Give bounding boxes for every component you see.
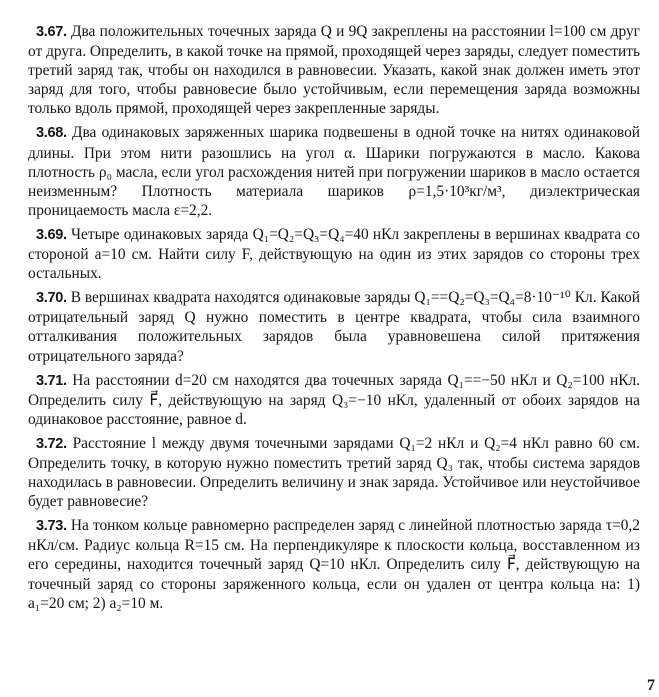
problem-3-69 [28,225,640,283]
problem-text: В вершинах квадрата находятся одинаковые заряды Q₁==Q₂=Q₃=Q₄=8·10⁻¹⁰ Кл. Какой отрицательный заряд Q нужно поместить в центре квадрата, чтобы сила взаимного отталкивания положительных зарядов была уравновешена силой притяжения отрицательного заряда? [28,289,640,365]
problem-3-68 [28,123,640,219]
problem-text: На расстоянии d=20 см находятся два точечных заряда Q₁==−50 нКл и Q₂=100 нКл. Определить силу F⃗, действующую на заряд Q₃=−10 нКл, удаленный от обоих зарядов на одинаковое расстояние, равное d. [28,371,640,428]
problem-number: 3.69. [36,226,67,243]
problem-3-67 [28,22,640,118]
problem-number: 3.70. [36,290,67,307]
problem-text: Два одинаковых заряженных шарика подвешены в одной точке на нитях одинаковой длины. При этом нити разошлись на угол α. Шарики погружаются в масло. Какова плотность ρ₀ масла, если угол расхождения нитей при погружении шариков в масло остается неизменным? Плотность материала шариков ρ=1,5·10³кг/м³, диэлектрическая проницаемость масла ε=2,2. [28,124,640,219]
textbook-page [28,22,640,613]
problem-number: 3.67. [36,24,67,40]
problem-number: 3.68. [36,125,67,142]
problem-text: Два положительных точечных заряда Q и 9Q закреплены на расстоянии l=100 см друг от друга. Определить, в какой точке на прямой, проходящей через заряды, следует поместить третий заряд так, чтобы он находился в равновесии. Указать, какой знак должен иметь этот заряд для того, чтобы равновесие было устойчивым, если перемещения заряда возможны только вдоль прямой, проходящей через закрепленные заряды. [28,23,640,118]
problem-number: 3.72. [36,435,67,452]
problem-number: 3.71. [36,372,67,389]
problem-text: На тонком кольце равномерно распределен заряд с линейной плотностью заряда τ=0,2 нКл/см. Радиус кольца R=15 см. На перпендикуляре к плоскости кольца, восставленном из его середины, находится точечный заряд Q=10 нКл. Определить силу F⃗, действующую на точечный заряд со стороны заряженного кольца, если он удален от центра кольца на: 1) a₁=20 см; 2) a₂=10 м. [28,517,640,612]
problem-3-73 [28,516,640,612]
problem-number: 3.73. [36,518,67,535]
problem-3-72 [28,434,640,511]
problem-3-70 [28,288,640,365]
page-number: 7 [647,677,655,694]
problem-text: Четыре одинаковых заряда Q₁=Q₂=Q₃=Q₄=40 нКл закреплены в вершинах квадрата со стороной a=10 см. Найти силу F, действующую на один из этих зарядов со стороны трех остальных. [28,225,641,283]
problem-3-71 [28,371,640,429]
problem-text: Расстояние l между двумя точечными зарядами Q₁=2 нКл и Q₂=4 нКл равно 60 см. Определить точку, в которую нужно поместить третий заряд Q₃ так, чтобы система зарядов находилась в равновесии. Определить величину и знак заряда. Устойчивое или неустойчивое будет равновесие? [28,434,640,511]
